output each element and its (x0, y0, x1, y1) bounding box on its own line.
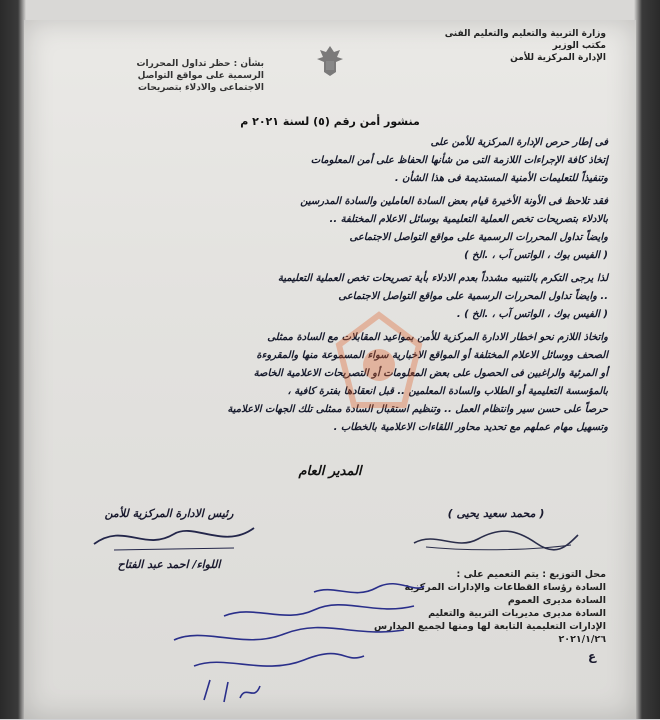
director-name: ( محمد سعيد يحيى ) (447, 507, 545, 520)
subject-line: بشأن : حظر تداول المحررات (136, 59, 264, 69)
body-line: لذا يرجى التكرم بالتنبيه مشدداً بعدم الادلاء بأية تصريحات تخص العملية التعليمية (277, 273, 608, 284)
body-line: حرصاً على حسن سير وانتظام العمل .. وتنظيم استقبال السادة ممثلى تلك الجهات الاعلامية (227, 404, 608, 415)
footer-mark: ع (588, 649, 597, 663)
distribution-line: السادة مديرى العموم (507, 595, 606, 606)
subject-line: الرسمية على مواقع التواصل (137, 71, 264, 81)
ministry-line: مكتب الوزير (552, 41, 606, 51)
handwritten-annotation (114, 580, 444, 720)
security-head-name: اللواء/ احمد عبد الفتاح (117, 558, 221, 571)
director-signature (406, 525, 586, 555)
body-line: ( الفيس بوك ، الواتس آب ، .الخ ) . (456, 309, 608, 320)
distribution-line: السادة رؤساء القطاعات والإدارات المركزية (404, 582, 606, 593)
distribution-line: ٢٠٢١/١/٢٦ (558, 634, 606, 645)
body-line: أو المرئية والراغبين فى الحصول على بعض المعلومات أو التصريحات الاعلامية الخاصة (253, 368, 608, 379)
body-line: ( الفيس بوك ، الواتس آب ، .الخ ) (464, 250, 608, 261)
body-line: فقد تلاحظ فى الأونة الأخيرة قيام بعض السادة العاملين والسادة المدرسين (300, 196, 608, 207)
distribution-line: الإدارات التعليمية التابعة لها ومنها لجميع المدارس (374, 621, 606, 632)
body-line: بالادلاء بتصريحات تخص العملية التعليمية بوسائل الاعلام المختلفة .. (329, 214, 608, 225)
letter-body (48, 135, 608, 438)
ministry-line: الإدارة المركزية للأمن (510, 53, 606, 63)
security-head-signature (84, 520, 264, 556)
security-head-title: رئيس الادارة المركزية للأمن (104, 507, 234, 520)
distribution-line: السادة مديرى مديريات التربية والتعليم (428, 608, 606, 619)
body-line: فى إطار حرص الإدارة المركزية للأمن على (430, 137, 608, 148)
document-page (24, 20, 636, 719)
body-line: وتسهيل مهام عملهم مع تحديد محاور اللقاءات الاعلامية بالخطاب . (333, 422, 608, 433)
director-title: المدير العام (298, 464, 362, 479)
circular-title: منشور أمن رقم (٥) لسنة ٢٠٢١ م (240, 115, 420, 128)
watermark-logo-icon (334, 310, 424, 410)
body-line: بالمؤسسة التعليمية أو الطلاب والسادة المعلمين .. قبل انعقادها بفترة كافية ، (287, 386, 608, 397)
distribution-line: محل التوزيع : يتم التعميم على : (456, 569, 606, 580)
body-line: وايضاً تداول المحررات الرسمية على مواقع التواصل الاجتماعى (349, 232, 608, 243)
ministry-line: وزارة التربية والتعليم والتعليم الفنى (444, 29, 606, 39)
body-line: وتنفيذاً للتعليمات الأمنية المستديمة فى هذا الشأن . (394, 173, 608, 184)
eagle-emblem-icon (310, 42, 350, 82)
ministry-header (406, 28, 606, 64)
body-line: الصحف ووسائل الاعلام المختلفة أو المواقع الاخبارية سواء المسموعة منها والمقروءة (256, 350, 608, 361)
body-line: واتخاذ اللازم نحو اخطار الادارة المركزية للأمن بمواعيد المقابلات مع السادة ممثلى (267, 332, 608, 343)
body-line: إتخاذ كافة الإجراءات اللازمة التى من شأنها الحفاظ على أمن المعلومات (310, 155, 608, 166)
body-line: .. وايضاً تداول المحررات الرسمية على مواقع التواصل الاجتماعى (338, 291, 608, 302)
subject-line: الاجتماعى والادلاء بتصريحات (138, 83, 264, 93)
subject-header (64, 58, 264, 94)
